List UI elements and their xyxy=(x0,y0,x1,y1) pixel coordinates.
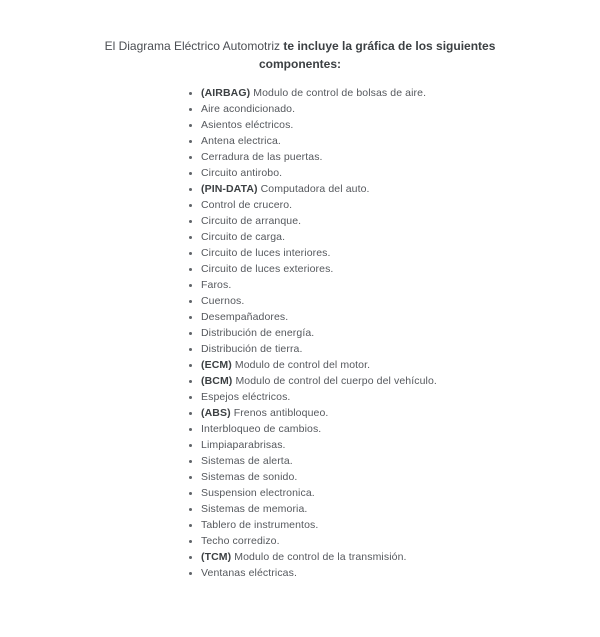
component-text: Cerradura de las puertas. xyxy=(201,151,323,163)
list-item xyxy=(201,245,600,261)
list-item xyxy=(201,229,600,245)
list-item xyxy=(201,549,600,565)
title-regular-text: El Diagrama Eléctrico Automotriz xyxy=(104,39,284,53)
component-prefix: (AIRBAG) xyxy=(201,87,254,99)
list-item xyxy=(201,437,600,453)
component-text: Distribución de energía. xyxy=(201,327,315,339)
component-text: Circuito antirobo. xyxy=(201,167,283,179)
list-item xyxy=(201,421,600,437)
component-text: Circuito de luces interiores. xyxy=(201,247,331,259)
list-item xyxy=(201,101,600,117)
component-text: Tablero de instrumentos. xyxy=(201,519,319,531)
title-bold-text: te incluye la gráfica de los siguientes componentes: xyxy=(258,39,496,71)
list-item xyxy=(201,517,600,533)
component-prefix: (BCM) xyxy=(201,375,236,387)
list-item xyxy=(201,277,600,293)
list-item xyxy=(201,309,600,325)
list-item xyxy=(201,165,600,181)
list-item xyxy=(201,485,600,501)
component-prefix: (PIN-DATA) xyxy=(201,183,261,195)
list-item xyxy=(201,85,600,101)
component-text: Desempañadores. xyxy=(201,311,289,323)
component-text: Asientos eléctricos. xyxy=(201,119,294,131)
component-text: Faros. xyxy=(201,279,232,291)
component-text: Limpiaparabrisas. xyxy=(201,439,286,451)
component-text: Frenos antibloqueo. xyxy=(233,407,329,419)
component-text: Antena electrica. xyxy=(201,135,281,147)
component-text: Interbloqueo de cambios. xyxy=(201,423,322,435)
component-prefix: (ECM) xyxy=(201,359,235,371)
list-item xyxy=(201,405,600,421)
list-item xyxy=(201,149,600,165)
list-item xyxy=(201,389,600,405)
list-item xyxy=(201,213,600,229)
list-item xyxy=(201,133,600,149)
component-text: Modulo de control de bolsas de aire. xyxy=(253,87,427,99)
list-item xyxy=(201,341,600,357)
list-item xyxy=(201,565,600,581)
list-item xyxy=(201,325,600,341)
list-item xyxy=(201,357,600,373)
component-text: Sistemas de alerta. xyxy=(201,455,293,467)
component-text: Modulo de control del motor. xyxy=(234,359,371,371)
component-text: Control de crucero. xyxy=(201,199,293,211)
component-text: Circuito de carga. xyxy=(201,231,286,243)
list-item xyxy=(201,453,600,469)
list-item xyxy=(201,117,600,133)
list-item xyxy=(201,261,600,277)
list-item xyxy=(201,533,600,549)
component-text: Cuernos. xyxy=(201,295,245,307)
component-text: Techo corredizo. xyxy=(201,535,280,547)
list-item xyxy=(201,197,600,213)
component-text: Suspension electronica. xyxy=(201,487,315,499)
component-text: Espejos eléctricos. xyxy=(201,391,291,403)
component-text: Sistemas de sonido. xyxy=(201,471,298,483)
component-prefix: (TCM) xyxy=(201,551,235,563)
component-text: Modulo de control de la transmisión. xyxy=(234,551,407,563)
list-item xyxy=(201,373,600,389)
component-text: Sistemas de memoria. xyxy=(201,503,308,515)
component-text: Distribución de tierra. xyxy=(201,343,303,355)
list-item xyxy=(201,469,600,485)
component-text: Computadora del auto. xyxy=(260,183,370,195)
list-item xyxy=(201,181,600,197)
components-list xyxy=(0,85,600,581)
component-text: Aire acondicionado. xyxy=(201,103,296,115)
component-text: Circuito de arranque. xyxy=(201,215,302,227)
document-page xyxy=(0,37,600,637)
component-prefix: (ABS) xyxy=(201,407,234,419)
component-text: Ventanas eléctricas. xyxy=(201,567,297,579)
list-item xyxy=(201,501,600,517)
list-item xyxy=(201,293,600,309)
component-text: Modulo de control del cuerpo del vehículo. xyxy=(235,375,437,387)
component-text: Circuito de luces exteriores. xyxy=(201,263,334,275)
page-title xyxy=(85,37,515,73)
